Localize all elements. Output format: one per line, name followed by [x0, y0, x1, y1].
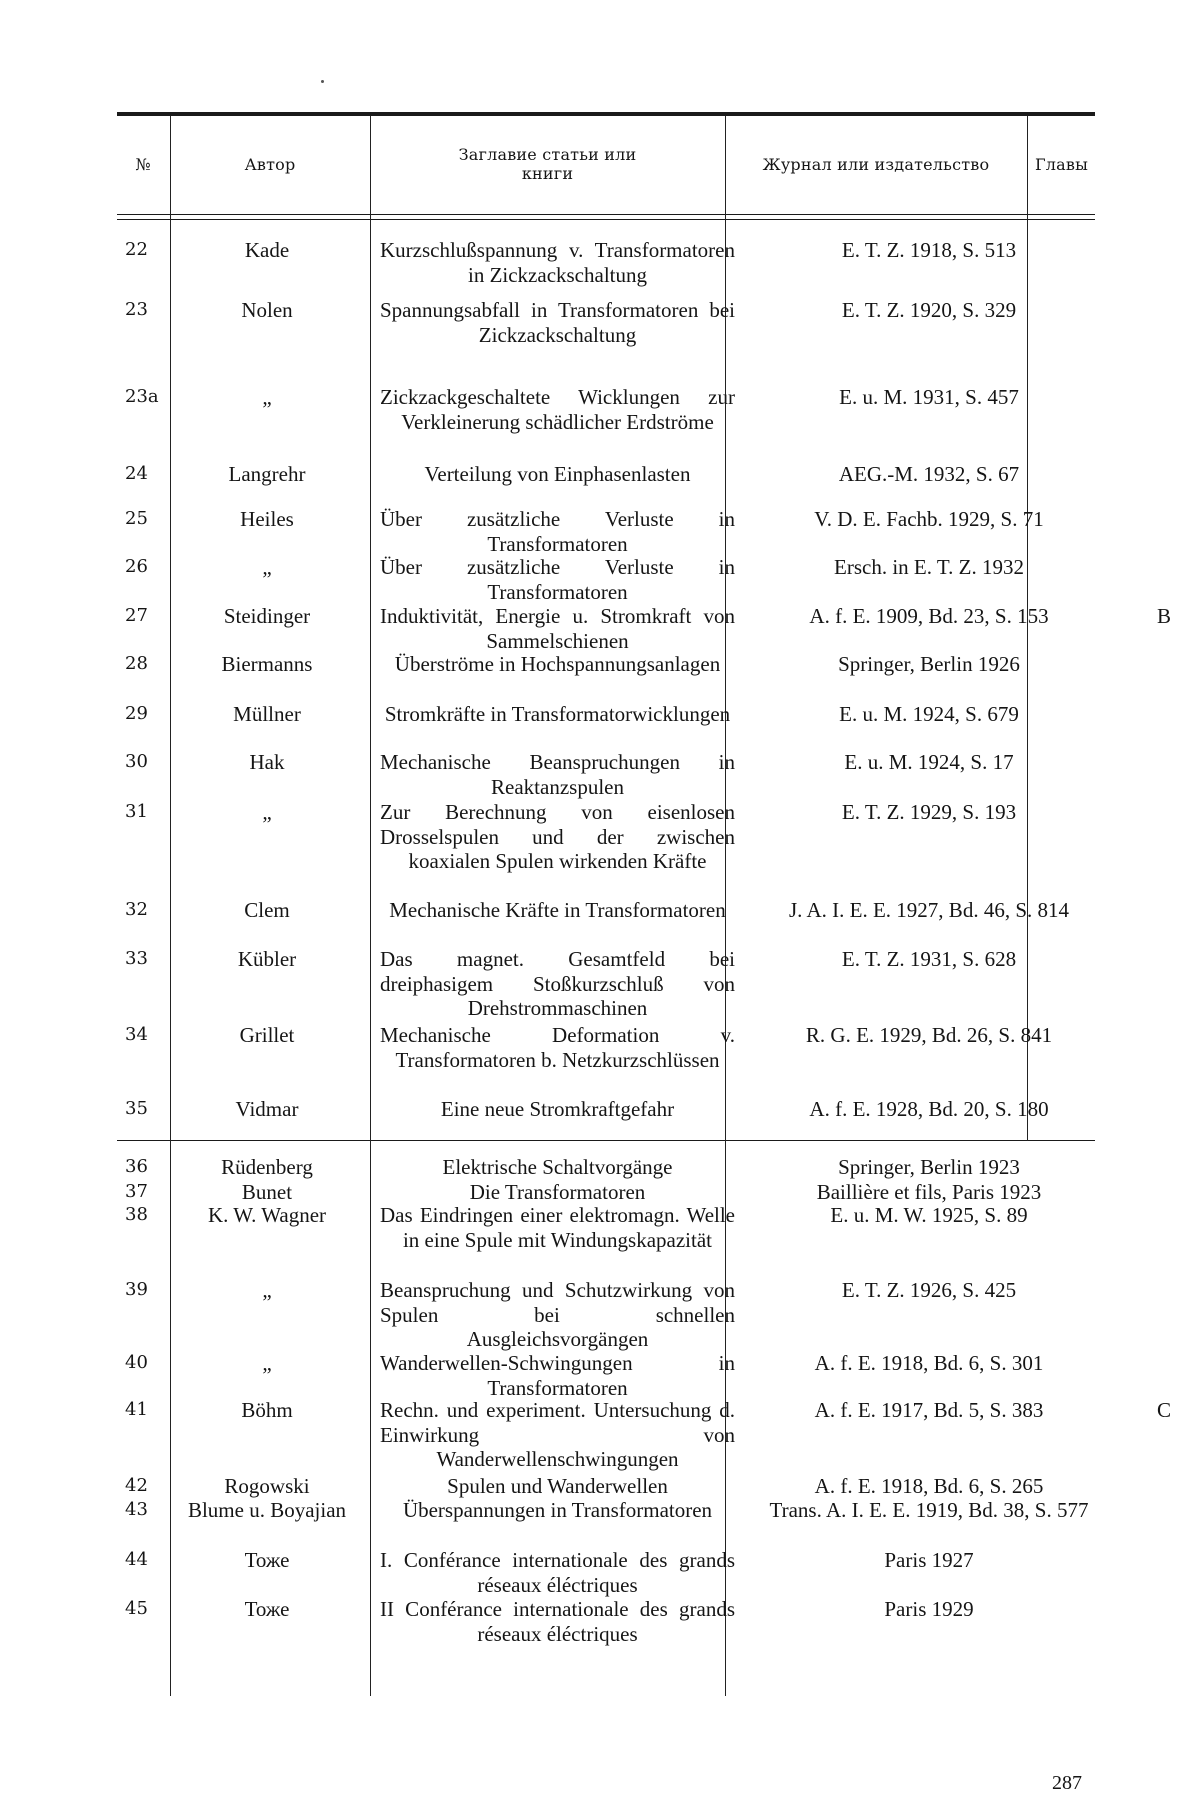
- row-number: 28: [125, 653, 148, 674]
- row-number: 44: [125, 1549, 148, 1570]
- row-journal: Springer, Berlin 1923: [838, 1155, 1020, 1179]
- row-journal: A. f. E. 1917, Bd. 5, S. 383: [814, 1398, 1044, 1422]
- row-number: 32: [125, 899, 148, 920]
- row-author: Clem: [244, 898, 290, 922]
- header-author: Автор: [244, 154, 296, 174]
- row-title: Spannungsabfall in Transformatoren bei Zickzackschaltung: [380, 298, 735, 347]
- row-number: 43: [125, 1499, 148, 1520]
- row-number: 34: [125, 1024, 148, 1045]
- row-author: „: [262, 1351, 272, 1375]
- table-top-rule: [117, 112, 1095, 116]
- row-author: Тоже: [244, 1548, 290, 1572]
- row-number: 35: [125, 1098, 148, 1119]
- row-title: Stromkräfte in Transformatorwicklungen: [384, 702, 731, 726]
- row-journal: V. D. E. Fachb. 1929, S. 71: [814, 507, 1044, 531]
- row-author: Langrehr: [228, 462, 306, 486]
- row-title: Verteilung von Einphasenlasten: [424, 462, 691, 486]
- row-author: „: [262, 385, 272, 409]
- row-title: Das Eindringen einer elektromagn. Welle in eine Spule mit Windungskapazität: [380, 1203, 735, 1252]
- row-title: Das magnet. Gesamtfeld bei dreiphasigem Stoßkurzschluß von Drehstrommaschinen: [380, 947, 735, 1020]
- row-author: Müllner: [233, 702, 301, 726]
- row-author: Rüdenberg: [221, 1155, 313, 1179]
- row-journal: R. G. E. 1929, Bd. 26, S. 841: [805, 1023, 1053, 1047]
- row-journal: A. f. E. 1918, Bd. 6, S. 301: [814, 1351, 1044, 1375]
- row-author: Bunet: [241, 1180, 293, 1204]
- row-title: Mechanische Deformation v. Transformatoren b. Netzkurzschlüssen: [380, 1023, 735, 1072]
- row-title: Kurzschlußspannung v. Transformatoren in Zickzackschaltung: [380, 238, 735, 287]
- header-journal: Журнал или издательство: [762, 154, 990, 174]
- row-author: Blume u. Boyajian: [187, 1498, 347, 1522]
- row-title: II Conférance internationale des grands réseaux éléctriques: [380, 1597, 735, 1646]
- row-title: Induktivität, Energie u. Stromkraft von Sammelschienen: [380, 604, 735, 653]
- row-author: „: [262, 1278, 272, 1302]
- row-author: Grillet: [239, 1023, 295, 1047]
- row-journal: E. T. Z. 1920, S. 329: [841, 298, 1017, 322]
- row-author: Böhm: [241, 1398, 293, 1422]
- row-journal: Baillière et fils, Paris 1923: [816, 1180, 1042, 1204]
- row-journal: Paris 1929: [884, 1597, 974, 1621]
- row-chapter: C: [1156, 1398, 1171, 1422]
- row-title: Mechanische Beanspruchungen in Reaktanzspulen: [380, 750, 735, 799]
- row-title: Elektrische Schaltvorgänge: [442, 1155, 673, 1179]
- row-author: Steidinger: [223, 604, 311, 628]
- row-journal: E. T. Z. 1931, S. 628: [841, 947, 1017, 971]
- row-title: Eine neue Stromkraftgefahr: [440, 1097, 675, 1121]
- row-title: Mechanische Kräfte in Transformatoren: [389, 898, 726, 922]
- row-number: 41: [125, 1399, 148, 1420]
- page-number: 287: [1052, 1772, 1082, 1794]
- row-journal: E. u. M. 1931, S. 457: [839, 385, 1019, 409]
- row-author: K. W. Wagner: [207, 1203, 327, 1227]
- column-divider-journal: [1027, 116, 1028, 1141]
- header-bottom-rule-double: [117, 219, 1095, 220]
- row-title: Über zusätzliche Verluste in Transformatoren: [380, 507, 735, 556]
- ink-speck: [321, 80, 324, 83]
- row-number: 37: [125, 1181, 148, 1202]
- row-title: I. Conférance internationale des grands réseaux éléctriques: [380, 1548, 735, 1597]
- row-title: Zickzackgeschaltete Wicklungen zur Verkleinerung schädlicher Erdströme: [380, 385, 735, 434]
- row-author: Kübler: [237, 947, 297, 971]
- row-title: Die Transformatoren: [469, 1180, 646, 1204]
- row-author: Тоже: [244, 1597, 290, 1621]
- row-author: Biermanns: [221, 652, 313, 676]
- header-title: Заглавие статьи или книги: [458, 145, 637, 183]
- row-chapter: B: [1156, 604, 1171, 628]
- row-journal: A. f. E. 1928, Bd. 20, S. 180: [809, 1097, 1049, 1121]
- row-journal: A. f. E. 1909, Bd. 23, S. 153: [809, 604, 1049, 628]
- row-number: 39: [125, 1279, 148, 1300]
- row-author: Vidmar: [235, 1097, 299, 1121]
- header-no: №: [135, 154, 151, 174]
- row-title: Über zusätzliche Verluste in Transformatoren: [380, 555, 735, 604]
- row-journal: Springer, Berlin 1926: [838, 652, 1020, 676]
- row-journal: E. u. M. W. 1925, S. 89: [830, 1203, 1028, 1227]
- row-number: 38: [125, 1204, 148, 1225]
- row-number: 27: [125, 605, 148, 626]
- row-title: Überspannungen in Transformatoren: [402, 1498, 713, 1522]
- row-title: Beanspruchung und Schutzwirkung von Spulen bei schnellen Ausgleichsvorgängen: [380, 1278, 735, 1351]
- row-number: 26: [125, 556, 148, 577]
- row-journal: J. A. I. E. E. 1927, Bd. 46, S. 814: [788, 898, 1069, 922]
- row-journal: AEG.-M. 1932, S. 67: [838, 462, 1020, 486]
- row-author: Hak: [249, 750, 285, 774]
- row-journal: Trans. A. I. E. E. 1919, Bd. 38, S. 577: [769, 1498, 1089, 1522]
- row-number: 45: [125, 1598, 148, 1619]
- row-number: 24: [125, 463, 148, 484]
- column-divider-author: [370, 116, 371, 1696]
- row-number: 36: [125, 1156, 148, 1177]
- header-bottom-rule: [117, 214, 1095, 215]
- row-number: 33: [125, 948, 148, 969]
- row-title: Spulen und Wanderwellen: [447, 1474, 668, 1498]
- row-title: Zur Berechnung von eisenlosen Drosselspulen und der zwischen koaxialen Spulen wirkenden Kräfte: [380, 800, 735, 873]
- row-number: 30: [125, 751, 148, 772]
- row-number: 23: [125, 299, 148, 320]
- row-number: 31: [125, 801, 148, 822]
- row-journal: Paris 1927: [884, 1548, 974, 1572]
- row-journal: E. T. Z. 1926, S. 425: [841, 1278, 1017, 1302]
- row-number: 25: [125, 508, 148, 529]
- row-title: Wanderwellen-Schwingungen in Transformatoren: [380, 1351, 735, 1400]
- row-journal: Ersch. in E. T. Z. 1932: [834, 555, 1024, 579]
- row-author: Rogowski: [224, 1474, 310, 1498]
- row-author: „: [262, 800, 272, 824]
- row-number: 22: [125, 239, 148, 260]
- row-number: 42: [125, 1475, 148, 1496]
- row-journal: A. f. E. 1918, Bd. 6, S. 265: [814, 1474, 1044, 1498]
- section-divider-rule: [117, 1140, 1095, 1141]
- row-journal: E. u. M. 1924, S. 679: [839, 702, 1019, 726]
- row-journal: E. T. Z. 1929, S. 193: [841, 800, 1017, 824]
- row-number: 40: [125, 1352, 148, 1373]
- row-author: „: [262, 555, 272, 579]
- row-number: 29: [125, 703, 148, 724]
- row-number: 23a: [125, 386, 159, 407]
- row-author: Kade: [244, 238, 290, 262]
- column-divider-no: [170, 116, 171, 1696]
- row-title: Rechn. und experiment. Untersuchung d. Einwirkung von Wanderwellenschwingungen: [380, 1398, 735, 1471]
- header-chapter: Главы: [1034, 154, 1089, 174]
- row-author: Heiles: [240, 507, 294, 531]
- row-journal: E. T. Z. 1918, S. 513: [841, 238, 1017, 262]
- row-journal: E. u. M. 1924, S. 17: [844, 750, 1014, 774]
- row-title: Überströme in Hochspannungsanlagen: [394, 652, 721, 676]
- row-author: Nolen: [241, 298, 293, 322]
